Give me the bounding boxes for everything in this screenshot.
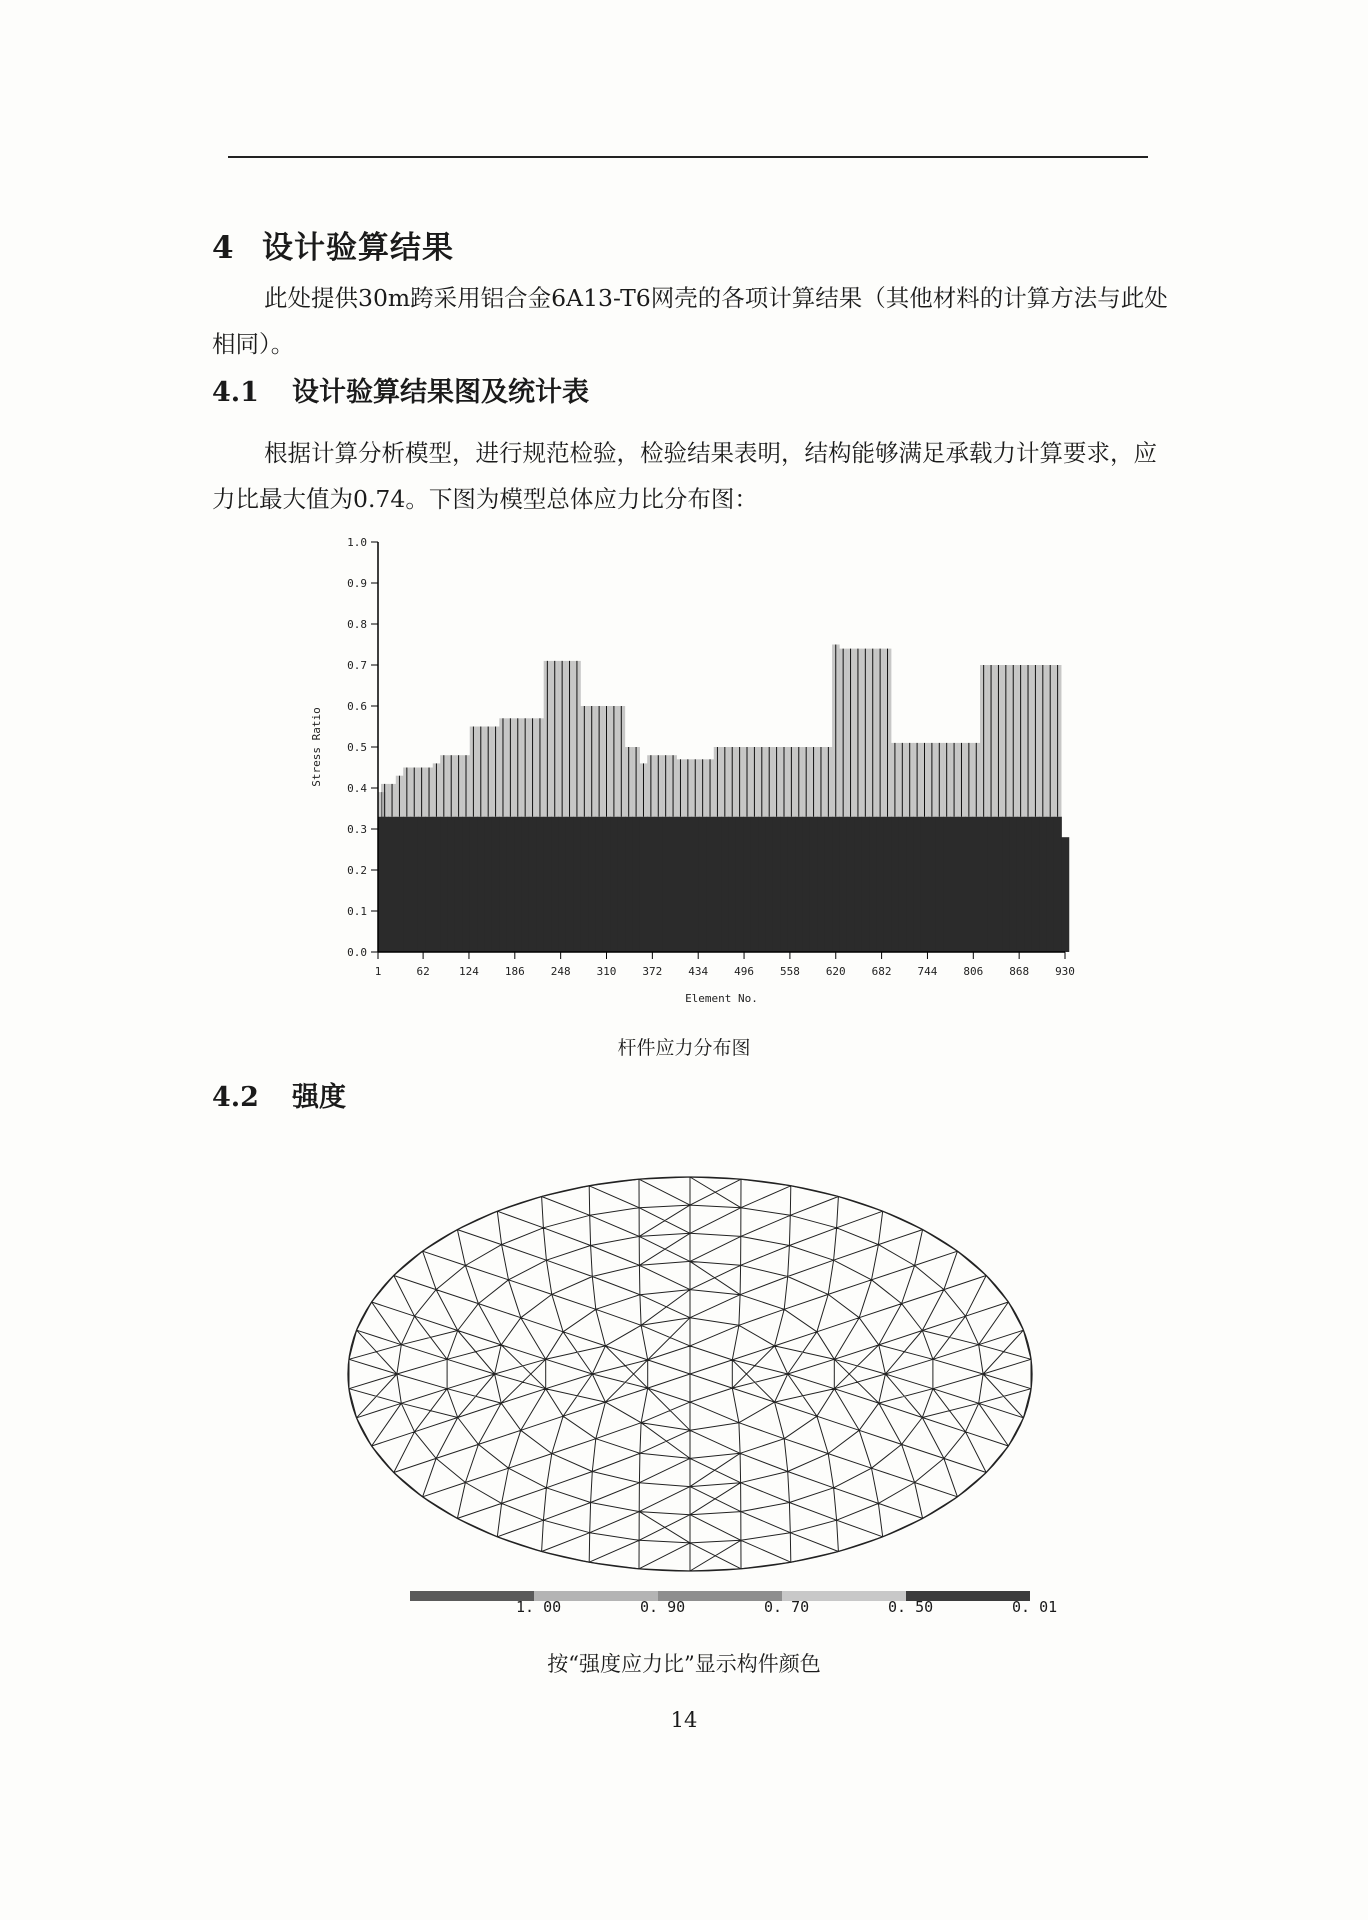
dome-mesh-diagram <box>340 1170 1040 1580</box>
bar-base <box>1032 817 1040 952</box>
x-tick-label: 620 <box>825 965 846 978</box>
bar-base <box>610 817 618 952</box>
bar-base <box>913 817 921 952</box>
bar-base <box>847 817 855 952</box>
bar-base <box>588 817 596 952</box>
bar-base <box>973 817 981 952</box>
bar-base <box>433 817 441 952</box>
bar-base <box>440 817 448 952</box>
y-tick-label: 0.3 <box>347 823 367 836</box>
x-tick-label: 124 <box>459 965 479 978</box>
bar-base <box>825 817 833 952</box>
bar-base <box>1061 837 1069 952</box>
bar-base <box>884 817 892 952</box>
bar-base <box>603 817 611 952</box>
legend-label-1: 1. 00 <box>516 1598 562 1616</box>
header-rule <box>228 156 1148 158</box>
color-legend-bar <box>410 1591 1030 1601</box>
page-number: 14 <box>670 1708 698 1732</box>
bar-base <box>743 817 751 952</box>
bar-base <box>817 817 825 952</box>
bar-base <box>958 817 966 952</box>
x-tick-label: 186 <box>504 965 525 978</box>
section-4-heading <box>212 222 454 267</box>
intro-paragraph <box>212 275 1172 367</box>
bar-base <box>936 817 944 952</box>
x-tick-label: 806 <box>963 965 984 978</box>
bar-base <box>573 817 581 952</box>
section-title: 设计验算结果 <box>262 230 454 266</box>
bar-base <box>876 817 884 952</box>
bar-base <box>1047 817 1055 952</box>
y-tick-label: 0.9 <box>347 577 367 590</box>
bar-base <box>692 817 700 952</box>
bar-base <box>869 817 877 952</box>
bar-base <box>529 817 537 952</box>
x-tick-label: 682 <box>871 965 892 978</box>
bar-base <box>396 817 404 952</box>
y-tick-label: 0.0 <box>347 946 367 959</box>
x-tick-label: 930 <box>1055 965 1075 978</box>
mesh-lines <box>349 1177 1031 1571</box>
bar-base <box>810 817 818 952</box>
mesh-members <box>349 1177 1031 1571</box>
x-tick-label: 496 <box>734 965 754 978</box>
x-axis-label: Element No. <box>685 992 758 1005</box>
bar-base <box>995 817 1003 952</box>
x-tick-label: 1 <box>374 965 382 978</box>
bar-base <box>551 817 559 952</box>
bar-base <box>499 817 507 952</box>
bar-base <box>943 817 951 952</box>
section-4-2-heading <box>212 1075 346 1114</box>
bar-base <box>862 817 870 952</box>
x-tick-label: 372 <box>642 965 663 978</box>
bar-base <box>655 817 663 952</box>
x-tick-label: 868 <box>1009 965 1030 978</box>
y-tick-label: 0.1 <box>347 905 367 918</box>
bar-base <box>1017 817 1025 952</box>
y-tick-label: 0.7 <box>347 659 367 672</box>
y-tick-label: 0.5 <box>347 741 367 754</box>
bar-base <box>640 817 648 952</box>
bar-base <box>595 817 603 952</box>
bar-base <box>1002 817 1010 952</box>
bar-base <box>485 817 493 952</box>
x-tick-label: 310 <box>596 965 617 978</box>
bar-base <box>388 817 396 952</box>
y-axis-label: Stress Ratio <box>310 707 323 787</box>
section-number: 4.2 <box>212 1082 259 1113</box>
bar-base <box>780 817 788 952</box>
paragraph-4-1 <box>212 430 1172 522</box>
mesh-caption: 按“强度应力比”显示构件颜色 <box>547 1652 821 1676</box>
bar-base <box>987 817 995 952</box>
bar-base <box>536 817 544 952</box>
bar-base <box>418 817 426 952</box>
bar-base <box>455 817 463 952</box>
bar-base <box>507 817 515 952</box>
x-tick-label: 248 <box>550 965 571 978</box>
bar-base <box>1039 817 1047 952</box>
bar-base <box>544 817 552 952</box>
section-title: 强度 <box>292 1082 346 1113</box>
y-tick-label: 0.8 <box>347 618 367 631</box>
section-number: 4.1 <box>212 377 259 408</box>
paragraph-4-1-text: 根据计算分析模型，进行规范检验，检验结果表明，结构能够满足承载力计算要求，应力比最大值为0.74。下图为模型总体应力比分布图： <box>212 439 1157 513</box>
bar-base <box>470 817 478 952</box>
bar-base <box>462 817 470 952</box>
bar-base <box>788 817 796 952</box>
bar-base <box>425 817 433 952</box>
y-tick-label: 0.4 <box>347 782 367 795</box>
bar-base <box>1010 817 1018 952</box>
stress-ratio-chart <box>300 528 1090 1018</box>
bar-base <box>950 817 958 952</box>
bar-base <box>766 817 774 952</box>
bar-base <box>411 817 419 952</box>
legend-label-5: 0. 01 <box>1012 1598 1058 1616</box>
section-number: 4 <box>212 230 235 266</box>
bar-base <box>558 817 566 952</box>
intro-text: 此处提供30m跨采用铝合金6A13-T6网壳的各项计算结果（其他材料的计算方法与此处相同）。 <box>212 284 1168 358</box>
bar-base <box>662 817 670 952</box>
bar-base <box>758 817 766 952</box>
bar-base <box>566 817 574 952</box>
bar-base <box>773 817 781 952</box>
bar-base <box>625 817 633 952</box>
x-tick-label: 744 <box>917 965 938 978</box>
legend-label-4: 0. 50 <box>888 1598 934 1616</box>
bar-base <box>581 817 589 952</box>
bar-base <box>381 817 389 952</box>
y-tick-label: 0.2 <box>347 864 367 877</box>
bar-base <box>891 817 899 952</box>
legend-label-2: 0. 90 <box>640 1598 686 1616</box>
bar-base <box>477 817 485 952</box>
bar-base <box>921 817 929 952</box>
bar-base <box>736 817 744 952</box>
x-tick-label: 62 <box>416 965 430 978</box>
bar-base <box>928 817 936 952</box>
bar-base <box>714 817 722 952</box>
bar-base <box>706 817 714 952</box>
x-tick-label: 558 <box>779 965 800 978</box>
bar-base <box>1024 817 1032 952</box>
bar-base <box>899 817 907 952</box>
bar-base <box>1054 817 1062 952</box>
bar-base <box>832 817 840 952</box>
chart-caption: 杆件应力分布图 <box>617 1037 751 1059</box>
bar-base <box>729 817 737 952</box>
bar-base <box>492 817 500 952</box>
section-title: 设计验算结果图及统计表 <box>292 377 589 408</box>
bar-base <box>751 817 759 952</box>
bar-base <box>514 817 522 952</box>
bar-base <box>906 817 914 952</box>
legend-label-3: 0. 70 <box>764 1598 810 1616</box>
bar-base <box>699 817 707 952</box>
bar-base <box>854 817 862 952</box>
bar-base <box>448 817 456 952</box>
bar-base <box>795 817 803 952</box>
bar-base <box>684 817 692 952</box>
bar-base <box>965 817 973 952</box>
x-tick-label: 434 <box>688 965 709 978</box>
bar-base <box>647 817 655 952</box>
bar-base <box>669 817 677 952</box>
bar-base <box>522 817 530 952</box>
bar-base <box>721 817 729 952</box>
y-tick-label: 0.6 <box>347 700 367 713</box>
bar-base <box>403 817 411 952</box>
bar-base <box>980 817 988 952</box>
y-tick-label: 1.0 <box>347 536 367 549</box>
bar-base <box>618 817 626 952</box>
bar-base <box>839 817 847 952</box>
bar-base <box>677 817 685 952</box>
bar-base <box>632 817 640 952</box>
bar-base <box>803 817 811 952</box>
section-4-1-heading <box>212 370 589 409</box>
